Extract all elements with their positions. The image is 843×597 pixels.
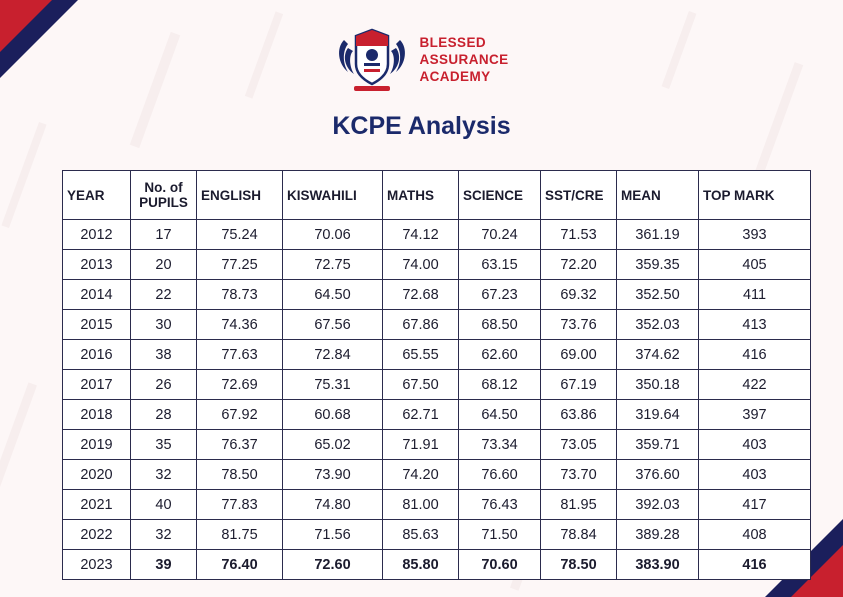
table-cell: 397 <box>699 400 811 430</box>
table-row <box>63 520 811 550</box>
table-cell: 64.50 <box>283 280 383 310</box>
page-title: KCPE Analysis <box>332 112 511 140</box>
column-header-science <box>459 171 541 220</box>
column-header-mean <box>617 171 699 220</box>
table-cell: 416 <box>699 340 811 370</box>
column-header-pupils-label-1: No. of <box>144 180 183 195</box>
table-cell: 71.53 <box>541 220 617 250</box>
table-cell: 76.37 <box>197 430 283 460</box>
table-body <box>63 220 811 580</box>
table-cell: 73.90 <box>283 460 383 490</box>
table-cell: 63.15 <box>459 250 541 280</box>
column-header-mean-label: MEAN <box>621 187 661 203</box>
column-header-kiswahili-label: KISWAHILI <box>287 187 357 203</box>
table-cell: 67.86 <box>383 310 459 340</box>
table-cell: 70.60 <box>459 550 541 580</box>
table-cell: 74.12 <box>383 220 459 250</box>
column-header-maths <box>383 171 459 220</box>
table-cell: 68.12 <box>459 370 541 400</box>
table-cell-year: 2017 <box>63 370 131 400</box>
table-cell: 35 <box>131 430 197 460</box>
table-cell: 76.40 <box>197 550 283 580</box>
table-cell: 73.70 <box>541 460 617 490</box>
table-cell: 81.95 <box>541 490 617 520</box>
table-row <box>63 340 811 370</box>
table-cell: 77.25 <box>197 250 283 280</box>
school-name-line-1: BLESSED <box>419 35 486 50</box>
table-row <box>63 490 811 520</box>
table-row <box>63 370 811 400</box>
table-cell: 70.06 <box>283 220 383 250</box>
table-cell-year: 2022 <box>63 520 131 550</box>
table-cell: 26 <box>131 370 197 400</box>
column-header-pupils <box>131 171 197 220</box>
table-cell: 67.19 <box>541 370 617 400</box>
table-cell: 64.50 <box>459 400 541 430</box>
table-cell: 72.75 <box>283 250 383 280</box>
kcpe-analysis-table <box>62 170 811 580</box>
table-cell: 69.00 <box>541 340 617 370</box>
table-cell: 352.50 <box>617 280 699 310</box>
table-cell: 81.75 <box>197 520 283 550</box>
table-cell: 62.60 <box>459 340 541 370</box>
table-cell: 71.91 <box>383 430 459 460</box>
table-cell: 376.60 <box>617 460 699 490</box>
table-cell: 71.56 <box>283 520 383 550</box>
column-header-sst-cre <box>541 171 617 220</box>
table-cell: 72.68 <box>383 280 459 310</box>
table-cell: 60.68 <box>283 400 383 430</box>
table-cell: 389.28 <box>617 520 699 550</box>
table-cell: 77.83 <box>197 490 283 520</box>
school-name-line-2: ASSURANCE <box>419 52 509 67</box>
table-cell: 67.23 <box>459 280 541 310</box>
table-cell: 78.73 <box>197 280 283 310</box>
table-cell: 350.18 <box>617 370 699 400</box>
table-cell: 81.00 <box>383 490 459 520</box>
table-cell-year: 2019 <box>63 430 131 460</box>
table-cell: 65.02 <box>283 430 383 460</box>
table-cell: 72.60 <box>283 550 383 580</box>
column-header-top-mark <box>699 171 811 220</box>
school-name-line-3: ACADEMY <box>419 69 491 84</box>
table-cell: 416 <box>699 550 811 580</box>
table-cell-year: 2015 <box>63 310 131 340</box>
table-row <box>63 550 811 580</box>
table-cell: 20 <box>131 250 197 280</box>
table-cell: 417 <box>699 490 811 520</box>
table-cell: 67.50 <box>383 370 459 400</box>
table-cell-year: 2018 <box>63 400 131 430</box>
table-row <box>63 220 811 250</box>
table-cell: 85.80 <box>383 550 459 580</box>
table-cell: 413 <box>699 310 811 340</box>
table-cell-year: 2016 <box>63 340 131 370</box>
table-cell: 392.03 <box>617 490 699 520</box>
table-cell: 39 <box>131 550 197 580</box>
document-header <box>0 22 843 97</box>
table-cell: 77.63 <box>197 340 283 370</box>
table-cell: 422 <box>699 370 811 400</box>
table-cell: 405 <box>699 250 811 280</box>
school-crest-icon <box>334 22 410 97</box>
column-header-top-mark-label: TOP MARK <box>703 187 775 203</box>
table-cell: 72.20 <box>541 250 617 280</box>
table-row <box>63 250 811 280</box>
table-cell: 76.43 <box>459 490 541 520</box>
table-cell: 67.92 <box>197 400 283 430</box>
table-cell: 78.50 <box>197 460 283 490</box>
table-cell: 403 <box>699 460 811 490</box>
column-header-english-label: ENGLISH <box>201 187 262 203</box>
school-name <box>419 34 508 85</box>
table-cell: 32 <box>131 520 197 550</box>
column-header-kiswahili <box>283 171 383 220</box>
table-row <box>63 280 811 310</box>
table-cell: 69.32 <box>541 280 617 310</box>
table-cell: 71.50 <box>459 520 541 550</box>
table-cell: 70.24 <box>459 220 541 250</box>
table-cell: 75.24 <box>197 220 283 250</box>
table-cell: 76.60 <box>459 460 541 490</box>
table-cell: 408 <box>699 520 811 550</box>
table-cell: 75.31 <box>283 370 383 400</box>
table-header-row <box>63 171 811 220</box>
table-cell-year: 2021 <box>63 490 131 520</box>
table-cell: 72.84 <box>283 340 383 370</box>
background-stripe <box>0 382 37 507</box>
table-cell: 63.86 <box>541 400 617 430</box>
table-row <box>63 310 811 340</box>
column-header-year <box>63 171 131 220</box>
column-header-year-label: YEAR <box>67 187 105 203</box>
column-header-science-label: SCIENCE <box>463 187 524 203</box>
table-cell: 393 <box>699 220 811 250</box>
table-cell: 383.90 <box>617 550 699 580</box>
table-cell: 78.50 <box>541 550 617 580</box>
table-cell: 74.20 <box>383 460 459 490</box>
table-cell: 319.64 <box>617 400 699 430</box>
table-cell: 73.05 <box>541 430 617 460</box>
table-row <box>63 400 811 430</box>
table-cell: 22 <box>131 280 197 310</box>
table-row <box>63 430 811 460</box>
table-cell: 361.19 <box>617 220 699 250</box>
column-header-english <box>197 171 283 220</box>
table-cell: 74.36 <box>197 310 283 340</box>
table-cell: 38 <box>131 340 197 370</box>
table-cell: 359.71 <box>617 430 699 460</box>
column-header-pupils-label-2: PUPILS <box>139 195 188 210</box>
table-cell: 74.80 <box>283 490 383 520</box>
kcpe-analysis-table-wrapper <box>62 170 781 580</box>
column-header-maths-label: MATHS <box>387 187 434 203</box>
table-cell-year: 2012 <box>63 220 131 250</box>
table-cell: 74.00 <box>383 250 459 280</box>
table-cell: 65.55 <box>383 340 459 370</box>
table-cell: 62.71 <box>383 400 459 430</box>
table-cell-year: 2014 <box>63 280 131 310</box>
table-cell: 67.56 <box>283 310 383 340</box>
table-cell: 17 <box>131 220 197 250</box>
column-header-sst-cre-label: SST/CRE <box>545 187 604 203</box>
table-cell: 352.03 <box>617 310 699 340</box>
table-header <box>63 171 811 220</box>
table-cell: 30 <box>131 310 197 340</box>
table-cell-year: 2023 <box>63 550 131 580</box>
logo-block <box>334 22 508 97</box>
table-cell: 85.63 <box>383 520 459 550</box>
table-cell: 359.35 <box>617 250 699 280</box>
table-cell: 68.50 <box>459 310 541 340</box>
table-cell: 28 <box>131 400 197 430</box>
table-cell: 73.34 <box>459 430 541 460</box>
table-cell: 73.76 <box>541 310 617 340</box>
table-cell: 374.62 <box>617 340 699 370</box>
table-cell: 40 <box>131 490 197 520</box>
table-cell: 72.69 <box>197 370 283 400</box>
table-cell: 32 <box>131 460 197 490</box>
table-cell: 78.84 <box>541 520 617 550</box>
table-cell: 403 <box>699 430 811 460</box>
table-row <box>63 460 811 490</box>
table-cell-year: 2013 <box>63 250 131 280</box>
table-cell-year: 2020 <box>63 460 131 490</box>
table-cell: 411 <box>699 280 811 310</box>
